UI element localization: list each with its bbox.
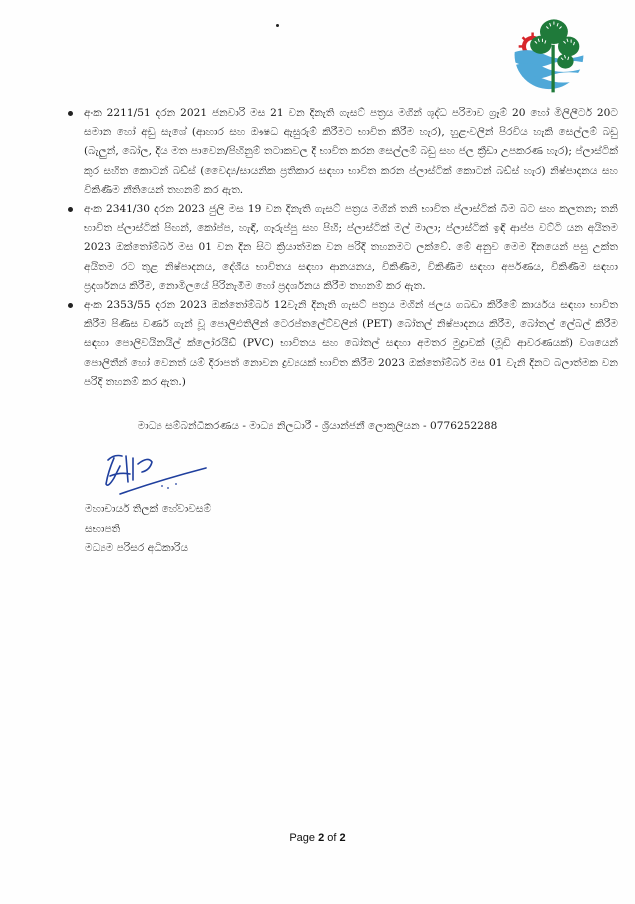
bullet-icon bbox=[68, 207, 73, 212]
page-number-current: 2 bbox=[318, 832, 325, 844]
signatory-block bbox=[85, 500, 211, 559]
bullet-icon bbox=[68, 111, 73, 116]
list-item-text: අංක 2341/30 දරන 2023 ජුලි මස 19 වන දිනැති ගැසට් පත්‍රය මගින් තනි භාවිත ප්ලාස්ටික් බීම බට සහ කලතන; තනි භාවිත ප්ලාස්ටික් පිඟන්, කෝප්ප, හැඳි, ගෑරුප්පු සහ පිහි; ප්ලාස්ටික් මල් මාලා; ප්ලාස්ටික් ඉඳි ආප්ප වට්ටි යන අයිතම 2023 ඔක්තෝම්බර් මස 01 වන දින සිට ක්‍රියාත්මක වන පරිදි තහනමට ලක්වේ. මේ අනුව මෙම දිනයෙන් පසු උක්ත අයිතම රට තුළ නිෂ්පාදනය, දේශීය භාවිතය සඳහා ආනයනය, විකිණීම, විකිණීම සඳහා අර්පණය, විකිණීම සඳහා ප්‍රදර්ශනය කිරීම, නොමිලයේ පිරිනැමීම හෝ ප්‍රදර්ශනය කිරීම තහනම් කර ඇත. bbox=[84, 203, 618, 292]
page-number-total: 2 bbox=[339, 832, 346, 844]
media-contact-line: මාධ්‍ය සම්බන්ධීකරණය - මාධ්‍ය නිලධාරී - ශ්‍රියාන්ජනී ලොකුලියන - 0776252288 bbox=[137, 420, 498, 432]
signatory-title: සභාපති bbox=[85, 522, 121, 535]
water-waves-icon bbox=[512, 50, 586, 94]
tree-sun-water-logo-icon bbox=[508, 12, 590, 94]
ban-list bbox=[66, 104, 618, 392]
scan-speck bbox=[276, 24, 279, 27]
signatory-name: මහාචාර්ය තිලක් හේවාවසම් bbox=[85, 503, 212, 515]
signatory-organization: මධ්‍යම පරිසර අධිකාරිය bbox=[85, 542, 189, 554]
list-item bbox=[66, 200, 618, 296]
list-item bbox=[66, 104, 618, 200]
list-item-text: අංක 2211/51 දරන 2021 ජනවාරි මස 21 වන දිනැති ගැසට් පත්‍රය මගින් ශුද්ධ පරිමාව ග්‍රෑම් 20 හෝ මිලිලීටර් 20ට සමාන හෝ අඩු සැශේ (ආහාර සහ ඖෂධ ඇසුරුම් කිරීමට භාවිත කිරීම හැර), හුළංවලින් පිරවිය හැකි සෙල්ලම් බඩු (බැලුන්, බෝල, දිය මත පාවෙන/පිහිනුම් තටාකවල දී භාවිත කරන සෙල්ලම් බඩු සහ ජල ක්‍රීඩා උපකරණ හැර); ප්ලාස්ටික් කුර සහිත කොටන් බඩ්ස් (වෛද්‍ය/සායනික ප්‍රතිකාර සඳහා භාවිත කරන ප්ලාස්ටික් කොටන් බඩ්ස් හැර) නිෂ්පාදනය සහ විකිණීම නීතියෙන් තහනම් කර ඇත. bbox=[84, 107, 618, 196]
list-item bbox=[66, 296, 618, 392]
page-number bbox=[0, 832, 635, 844]
signature-icon bbox=[100, 450, 210, 498]
bullet-icon bbox=[68, 303, 73, 308]
page-number-prefix: Page bbox=[289, 832, 316, 844]
page-number-separator: of bbox=[327, 832, 337, 844]
list-item-text: අංක 2353/55 දරන 2023 ඔක්තෝම්බර් 12වැනි දිනැති ගැසට් පත්‍රය මගින් ජලය ගබඩා කිරීමේ කාර්යය සඳහා භාවිත කිරීම පිණිස වර්ණ ගැන් වූ පොලිඑතිලීන් ටෙරප්තලේට්වලින් (PET) බෝතල් නිෂ්පාදනය කිරීම, බෝතල් ලේබල් කිරීම සඳහා පොලිවයිනයිල් ක්ලෝරයිඩ් (PVC) භාවිතය සහ බෝතල් සඳහා අමතර මුද්‍රාවක් (මූඩි ආවරණයක්) වශයෙන් පොලිතීන් හෝ වෙනත් යම් දිරාපත් නොවන ද්‍රව්‍යයක් භාවිත කිරීම 2023 ඔක්තෝම්බර් මස 01 වැනි දිනට බලාත්මක වන පරිදි තහනම් කර ඇත.) bbox=[84, 299, 618, 388]
